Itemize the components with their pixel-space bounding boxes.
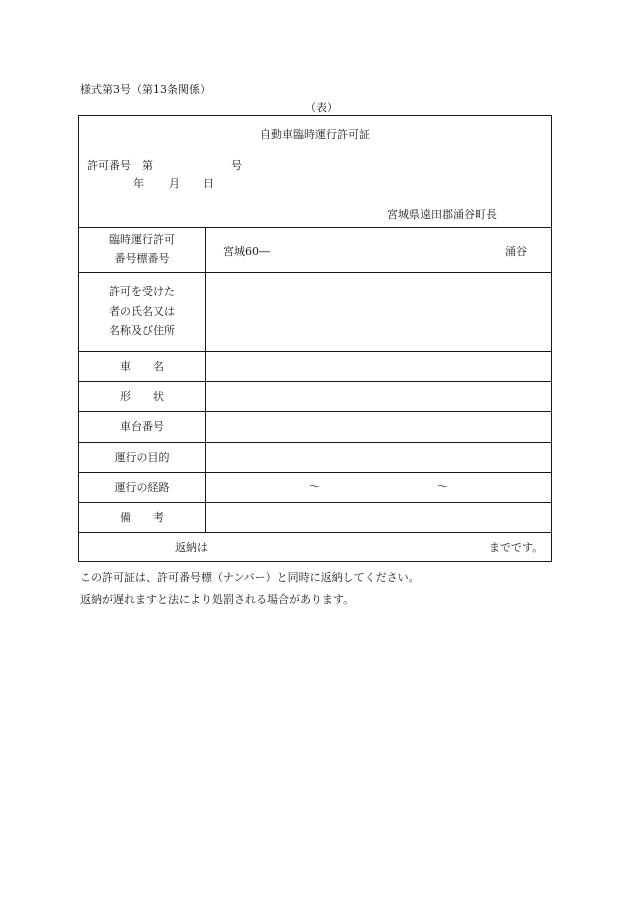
form-number: 様式第3号（第13条関係） [80,83,211,96]
holder-label-line-3: 名称及び住所 [109,324,175,337]
row-divider [79,351,551,352]
permit-certificate-table [78,115,552,562]
route-separator: ～ [437,480,448,493]
note-line-1: この許可証は、許可番号標（ナンバー）と同時に返納してください。 [80,571,420,584]
chassis-number-label: 車台番号 [120,420,164,433]
row-divider [79,472,551,473]
row-divider [79,227,551,228]
plate-label-line-1: 臨時運行許可 [109,233,175,246]
side-label: （表） [305,101,338,114]
date-year: 年 [133,177,144,190]
holder-label-line-1: 許可を受けた [109,285,175,298]
holder-label-line-2: 者の氏名又は [109,305,175,318]
purpose-label: 運行の目的 [114,451,170,464]
remarks-label: 備 考 [120,511,164,524]
plate-number-value: 宮城60― [223,245,270,258]
route-separator: ～ [309,480,320,493]
permit-number-prefix: 許可番号 第 [87,159,153,172]
shape-label: 形 状 [120,390,164,403]
row-divider [79,442,551,443]
plate-area: 涌谷 [505,245,527,258]
return-suffix: までです。 [489,541,544,554]
row-divider [79,381,551,382]
permit-number-suffix: 号 [231,159,242,172]
route-label: 運行の経路 [114,481,170,494]
date-month: 月 [169,177,180,190]
row-divider [79,411,551,412]
return-prefix: 返納は [175,541,208,554]
certificate-title: 自動車臨時運行許可証 [260,128,370,141]
note-line-2: 返納が遅れますと法により処罰される場合があります。 [80,593,355,606]
column-divider [205,227,206,532]
issuer: 宮城県遠田郡涌谷町長 [387,208,497,221]
row-divider [79,272,551,273]
vehicle-name-label: 車 名 [120,360,164,373]
row-divider [79,502,551,503]
plate-label-line-2: 番号標番号 [114,252,170,265]
date-day: 日 [203,177,214,190]
row-divider [79,532,551,533]
